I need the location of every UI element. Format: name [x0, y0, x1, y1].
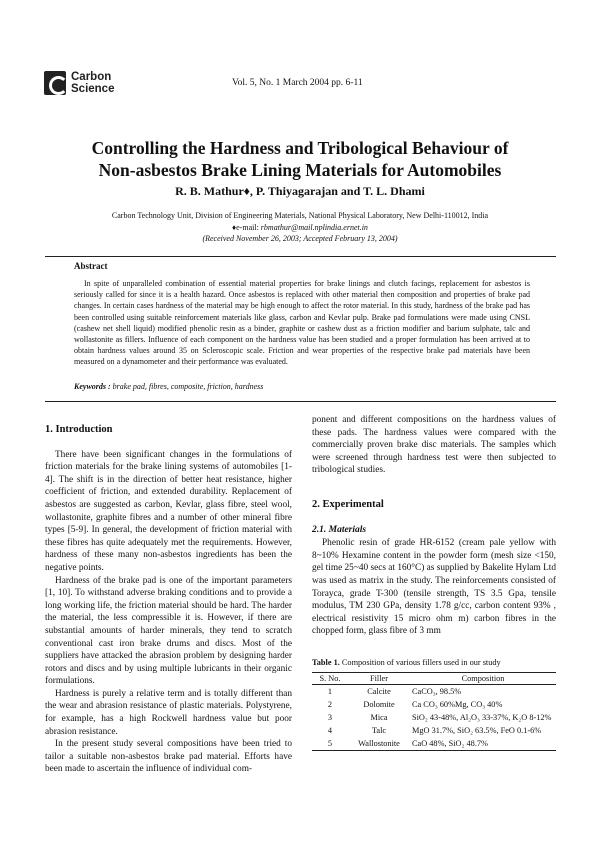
keywords-list: brake pad, fibres, composite, friction, hardness	[112, 382, 264, 391]
journal-info: Vol. 5, No. 1 March 2004 pp. 6-11	[232, 78, 363, 88]
cell-composition: Ca CO₃ 60%Mg, CO₃ 40%	[412, 700, 503, 709]
cell-filler: Talc	[371, 726, 387, 735]
table-row	[312, 685, 556, 699]
cell-filler: Mica	[370, 713, 388, 722]
intro-continuation: ponent and different compositions on the hardness values of these pads. The hardness values were compared with the commercially proven brake disc materials. The samples which were screened through hardness test were then subjected to tribological studies.	[312, 415, 556, 476]
cell-sno: 5	[312, 737, 348, 751]
composition-table	[312, 672, 556, 751]
abstract-heading: Abstract	[74, 261, 108, 271]
cell-composition: SiO₂ 43-48%, Al₂O₃ 33-37%, K₂O 8-12%	[412, 713, 552, 722]
cell-composition: CaCO₃, 98.5%	[412, 687, 462, 696]
table-caption-label: Table 1.	[312, 658, 340, 667]
cell-sno: 2	[327, 700, 333, 709]
logo-text	[71, 71, 114, 95]
logo-line-1: Carbon	[71, 71, 112, 83]
affiliation: Carbon Technology Unit, Division of Engineering Materials, National Physical Laboratory, New Delhi-110012, India	[111, 211, 489, 220]
table-1	[312, 658, 556, 751]
cell-sno: 1	[327, 687, 333, 696]
title-line-1: Controlling the Hardness and Tribological Behaviour of	[91, 138, 509, 158]
email-address[interactable]: rbmathur@mail.nplindia.ernet.in	[260, 222, 368, 232]
journal-logo	[44, 71, 134, 97]
authors: R. B. Mathur♦, P. Thiyagarajan and T. L. Dhami	[175, 184, 425, 198]
intro-heading: 1. Introduction	[45, 424, 113, 435]
table-row	[312, 698, 556, 711]
affiliation-block	[40, 210, 560, 245]
logo-line-2: Science	[71, 83, 115, 95]
header-filler: Filler	[348, 673, 410, 685]
table-header-row	[312, 673, 556, 685]
table-caption-text: Composition of various fillers used in our study	[339, 658, 501, 667]
carbon-science-logo-icon	[44, 71, 66, 95]
paper-title	[40, 137, 560, 181]
cell-filler: Dolomite	[363, 700, 395, 709]
experimental-heading: 2. Experimental	[312, 498, 384, 510]
cell-sno: 4	[327, 726, 333, 735]
header-composition: Composition	[410, 673, 556, 685]
intro-paragraph-1: There have been significant changes in the formulations of friction materials for the brake lining systems of automobiles [1-4]. The shift is in the direction of better heat resistance, higher coefficient of friction, and extended durability. Replacement of asbestos are suggested as carbon, Kevlar, glass fibre, steel wool, wollastonite, graphite fibres and a number of other mineral fibre types [5-9]. In general, the development of friction material with these fibres has quite adequately met the requirements. However, hardness of these many non-asbestos ingredients has been the negative points.	[45, 449, 292, 573]
header-sno: S. No.	[312, 673, 348, 685]
cell-filler: Wallostonite	[348, 737, 410, 751]
title-line-2: Non-asbestos Brake Lining Materials for Automobiles	[98, 160, 502, 180]
right-column	[312, 414, 556, 638]
abstract-text: In spite of unparalleled combination of essential material properties for brake linings and clutch facings, replacement for asbestos is seriously called for since it is a health hazard. Once asbestos is replaced with other material then composition and properties of brake pad changes. In certain cases hardness of the material may be high enough to affect the rotor material. In this study, hardness of the brake pad has been controlled using suitable reinforcement materials like glass, carbon and Kevlar pulp. Brake pad formulations were made using CNSL (cashew net shell liquid) modified phenolic resin as a binder, graphite or cashew dust as a friction modifier and barium sulphate, talc and wollastonite as fillers. Influence of each component on the hardness value has been studied and a proper formulation has been arrived at to obtain hardness values around 35 on Scleroscopic scale. Friction and wear properties of the respective brake pad materials have been measured on a dynamometer and their performance was evaluated.	[74, 279, 530, 367]
abstract-bottom-rule	[45, 401, 556, 402]
keywords-line	[74, 382, 263, 391]
keywords-label: Keywords :	[74, 382, 111, 391]
materials-text: Phenolic resin of grade HR-6152 (cream pale yellow with 8~10% Hexamine content in the powder form (mesh size <150, gel time 25~40 secs at 160°C) as supplied by Bakelite Hylam Ltd was used as matrix in the study. The reinforcements consisted of Torayca, grade T-300 (tensile strength, TS 3.5 Gpa, tensile modulus, TM 230 GPa, density 1.78 g/cc, carbon content 93% , electrical resistivity 15 micro ohm m) carbon fibres in the chopped form, glass fibre of 3 mm	[312, 538, 556, 637]
cell-filler: Calcite	[367, 687, 391, 696]
materials-heading: 2.1. Materials	[312, 524, 367, 535]
table-row	[312, 737, 556, 751]
intro-paragraph-2: Hardness of the brake pad is one of the important parameters [1, 10]. To withstand adverse braking conditions and to provide a long working life, the friction material should be hard. The harder the material, the less compressible it is. However, if there are substantial amounts of harder minerals, they tend to scratch conventional cast iron brake drums and discs. Most of the suppliers have attacked the abrasion problem by designing harder rotors and discs and by using multiple lubricants in their organic formulations.	[45, 575, 292, 687]
received-dates: (Received November 26, 2003; Accepted February 13, 2004)	[202, 234, 398, 243]
left-column	[45, 424, 292, 776]
cell-sno: 3	[327, 713, 333, 722]
table-caption	[312, 658, 556, 667]
intro-paragraph-3: Hardness is purely a relative term and is totally different than the wear and abrasion resistance of plastic materials. Polystyrene, for example, has a high Rockwell hardness value but poor abrasion resistance.	[45, 688, 292, 737]
cell-composition: CaO 48%, SiO₂ 48.7%	[410, 737, 556, 751]
email-line	[40, 222, 560, 234]
intro-paragraph-4: In the present study several compositions have been tried to tailor a suitable non-asbestos brake pad material. Efforts have been made to ascertain the influence of individual com-	[45, 739, 292, 775]
table-row	[312, 711, 556, 724]
cell-composition: MgO 31.7%, SiO₂ 63.5%, FeO 0.1-6%	[412, 726, 542, 735]
email-prefix: ♦e-mail:	[232, 222, 261, 232]
table-row	[312, 724, 556, 737]
abstract-top-rule	[45, 256, 556, 257]
